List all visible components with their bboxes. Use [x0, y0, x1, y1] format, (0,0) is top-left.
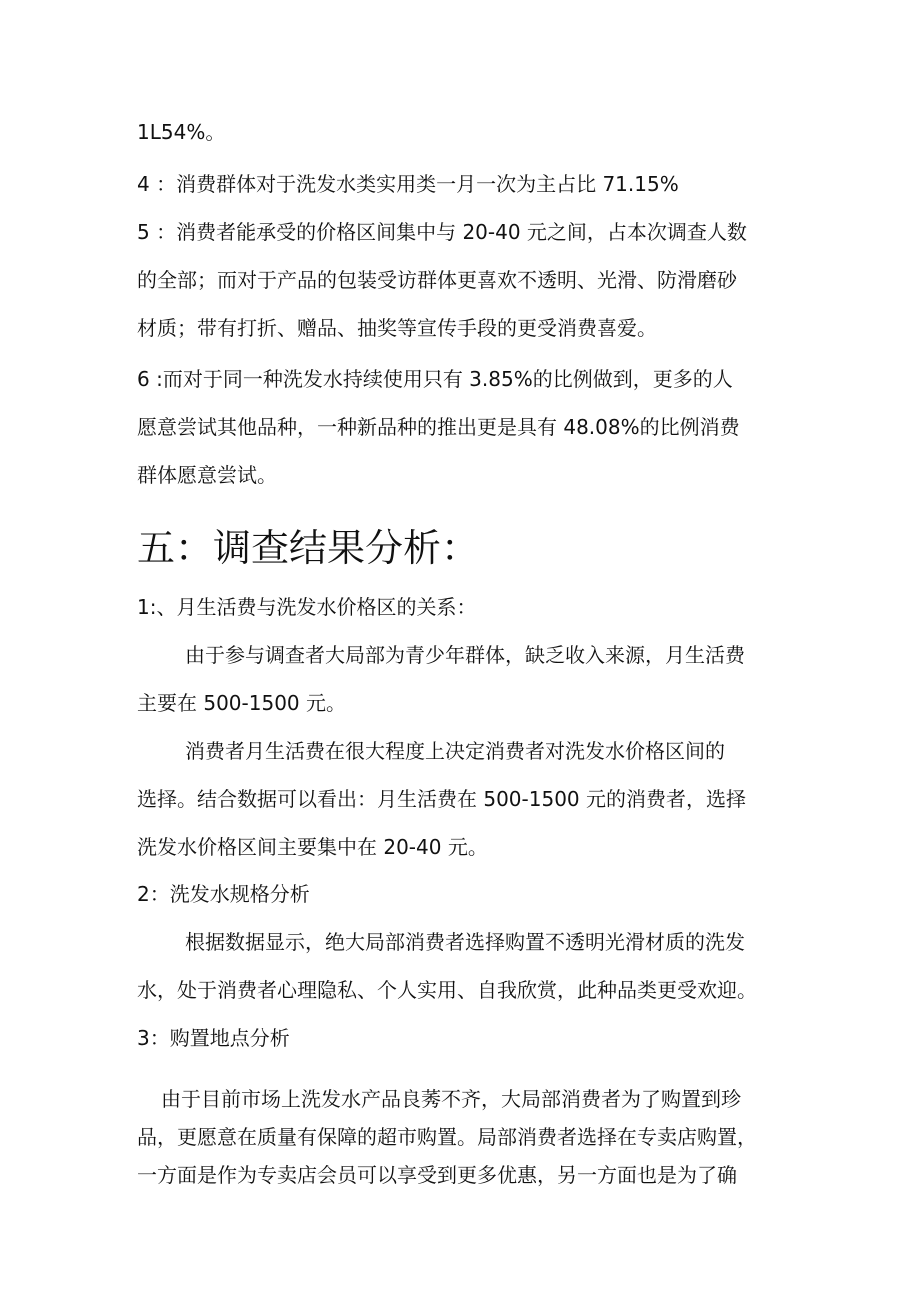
text-line: 的全部；而对于产品的包装受访群体更喜欢不透明、光滑、防滑磨砂 [137, 268, 737, 292]
paragraph-line: 品，更愿意在质量有保障的超市购置。局部消费者选择在专卖店购置， [137, 1125, 757, 1149]
paragraph-line: 水，处于消费者心理隐私、个人实用、自我欣赏，此种品类更受欢迎。 [137, 978, 757, 1002]
text-line: 愿意尝试其他品种，一种新品种的推出更是具有 48.08%的比例消费 [137, 415, 740, 439]
paragraph-line: 选择。结合数据可以看出：月生活费在 500-1500 元的消费者，选择 [137, 787, 747, 811]
subsection-title: 1:、月生活费与洗发水价格区的关系： [137, 595, 477, 619]
paragraph-line: 由于目前市场上洗发水产品良莠不齐，大局部消费者为了购置到珍 [161, 1087, 741, 1111]
paragraph-line: 由于参与调查者大局部为青少年群体，缺乏收入来源，月生活费 [185, 643, 745, 667]
paragraph-line: 洗发水价格区间主要集中在 20-40 元。 [137, 835, 488, 859]
subsection-title: 3：购置地点分析 [137, 1026, 290, 1050]
text-line: 5 ：消费者能承受的价格区间集中与 20-40 元之间，占本次调查人数 [137, 220, 747, 244]
text-line: 群体愿意尝试。 [137, 463, 277, 487]
text-line: 6 :而对于同一种洗发水持续使用只有 3.85%的比例做到，更多的人 [137, 367, 733, 391]
subsection-title: 2：洗发水规格分析 [137, 882, 310, 906]
text-line: 材质；带有打折、赠品、抽奖等宣传手段的更受消费喜爱。 [137, 316, 657, 340]
paragraph-line: 消费者月生活费在很大程度上决定消费者对洗发水价格区间的 [185, 739, 725, 763]
text-line: 1L54%。 [137, 120, 226, 144]
section-heading: 五：调查结果分析： [137, 526, 480, 570]
paragraph-line: 根据数据显示，绝大局部消费者选择购置不透明光滑材质的洗发 [185, 930, 745, 954]
paragraph-line: 主要在 500-1500 元。 [137, 691, 347, 715]
paragraph-line: 一方面是作为专卖店会员可以享受到更多优惠，另一方面也是为了确 [137, 1163, 737, 1187]
text-line: 4 ：消费群体对于洗发水类实用类一月一次为主占比 71.15% [137, 172, 679, 196]
